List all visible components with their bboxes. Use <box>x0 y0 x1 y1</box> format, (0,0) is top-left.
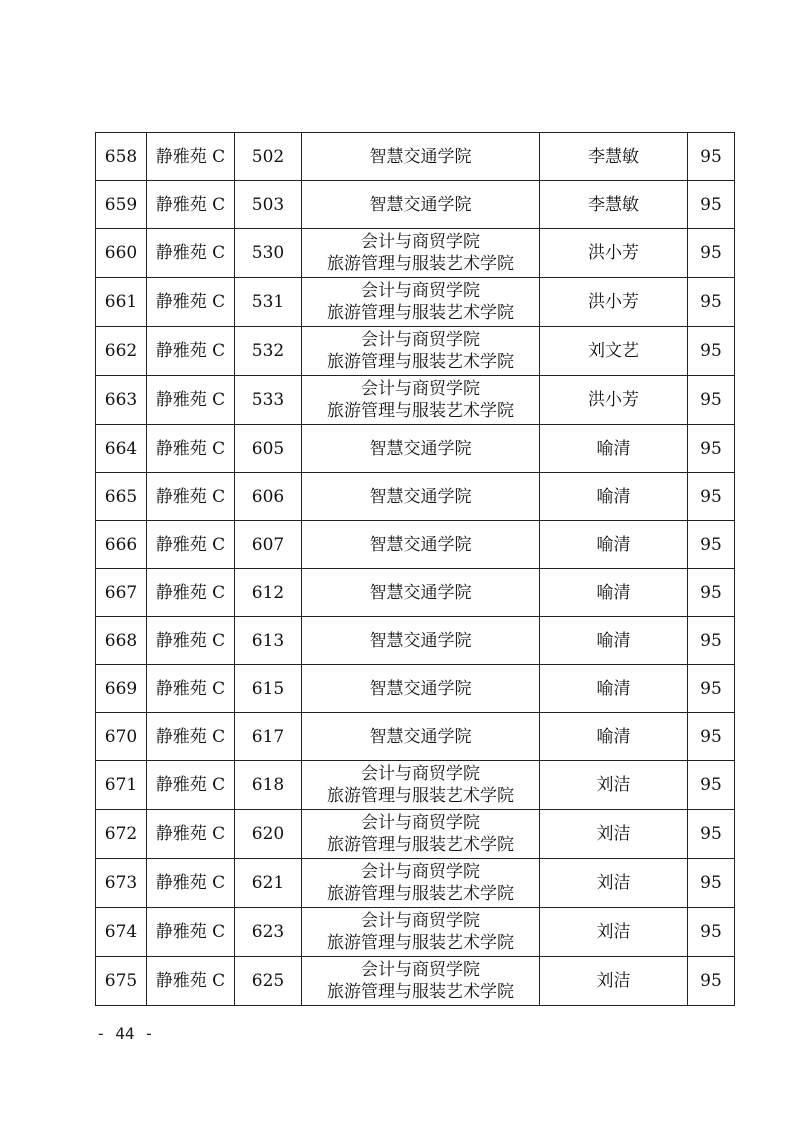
college-name: 智慧交通学院 <box>369 146 472 167</box>
teacher-cell: 刘洁 <box>540 761 688 810</box>
college-cell <box>302 327 540 376</box>
score-cell: 95 <box>688 617 735 665</box>
table-row <box>96 327 735 376</box>
table-row <box>96 569 735 617</box>
score-cell: 95 <box>688 713 735 761</box>
room-cell: 615 <box>235 665 302 713</box>
college-name: 会计与商贸学院 <box>361 960 480 980</box>
college-cell <box>302 133 540 181</box>
row-number-cell: 663 <box>96 376 147 425</box>
room-cell: 613 <box>235 617 302 665</box>
table-row <box>96 229 735 278</box>
score-cell: 95 <box>688 473 735 521</box>
college-name: 旅游管理与服装艺术学院 <box>327 835 514 855</box>
table-row <box>96 713 735 761</box>
college-name: 会计与商贸学院 <box>361 330 480 350</box>
score-cell: 95 <box>688 810 735 859</box>
college-cell <box>302 957 540 1006</box>
score-cell: 95 <box>688 859 735 908</box>
score-cell: 95 <box>688 908 735 957</box>
row-number-cell: 669 <box>96 665 147 713</box>
college-name: 会计与商贸学院 <box>361 813 480 833</box>
table-row <box>96 376 735 425</box>
college-cell <box>302 761 540 810</box>
teacher-cell: 刘洁 <box>540 957 688 1006</box>
college-name: 智慧交通学院 <box>369 194 472 215</box>
building-cell: 静雅苑 C <box>147 327 235 376</box>
table-body <box>96 133 735 1006</box>
teacher-cell: 喻清 <box>540 569 688 617</box>
score-cell: 95 <box>688 425 735 473</box>
row-number-cell: 670 <box>96 713 147 761</box>
table-row <box>96 521 735 569</box>
college-name: 会计与商贸学院 <box>361 379 480 399</box>
page-number: - 44 - <box>96 1024 154 1043</box>
college-name: 智慧交通学院 <box>369 534 472 555</box>
college-cell <box>302 376 540 425</box>
table-row <box>96 665 735 713</box>
teacher-cell: 刘洁 <box>540 810 688 859</box>
building-cell: 静雅苑 C <box>147 810 235 859</box>
row-number-cell: 666 <box>96 521 147 569</box>
score-cell: 95 <box>688 327 735 376</box>
score-cell: 95 <box>688 569 735 617</box>
row-number-cell: 672 <box>96 810 147 859</box>
building-cell: 静雅苑 C <box>147 957 235 1006</box>
college-cell <box>302 859 540 908</box>
row-number-cell: 674 <box>96 908 147 957</box>
score-cell: 95 <box>688 665 735 713</box>
table-row <box>96 278 735 327</box>
building-cell: 静雅苑 C <box>147 521 235 569</box>
building-cell: 静雅苑 C <box>147 181 235 229</box>
score-cell: 95 <box>688 181 735 229</box>
row-number-cell: 658 <box>96 133 147 181</box>
room-cell: 623 <box>235 908 302 957</box>
college-name: 会计与商贸学院 <box>361 281 480 301</box>
score-cell: 95 <box>688 133 735 181</box>
college-cell <box>302 278 540 327</box>
room-cell: 618 <box>235 761 302 810</box>
college-name: 会计与商贸学院 <box>361 764 480 784</box>
score-cell: 95 <box>688 521 735 569</box>
college-cell <box>302 810 540 859</box>
row-number-cell: 662 <box>96 327 147 376</box>
row-number-cell: 660 <box>96 229 147 278</box>
row-number-cell: 661 <box>96 278 147 327</box>
teacher-cell: 刘洁 <box>540 859 688 908</box>
row-number-cell: 675 <box>96 957 147 1006</box>
building-cell: 静雅苑 C <box>147 133 235 181</box>
building-cell: 静雅苑 C <box>147 425 235 473</box>
room-cell: 533 <box>235 376 302 425</box>
table-row <box>96 810 735 859</box>
room-cell: 606 <box>235 473 302 521</box>
teacher-cell: 喻清 <box>540 425 688 473</box>
row-number-cell: 664 <box>96 425 147 473</box>
college-name: 智慧交通学院 <box>369 678 472 699</box>
table-row <box>96 957 735 1006</box>
score-cell: 95 <box>688 761 735 810</box>
table-row <box>96 859 735 908</box>
college-name: 旅游管理与服装艺术学院 <box>327 786 514 806</box>
score-cell: 95 <box>688 229 735 278</box>
college-cell <box>302 181 540 229</box>
room-cell: 531 <box>235 278 302 327</box>
row-number-cell: 665 <box>96 473 147 521</box>
building-cell: 静雅苑 C <box>147 278 235 327</box>
teacher-cell: 喻清 <box>540 617 688 665</box>
teacher-cell: 刘洁 <box>540 908 688 957</box>
table-row <box>96 473 735 521</box>
building-cell: 静雅苑 C <box>147 761 235 810</box>
building-cell: 静雅苑 C <box>147 908 235 957</box>
teacher-cell: 洪小芳 <box>540 229 688 278</box>
table-row <box>96 908 735 957</box>
building-cell: 静雅苑 C <box>147 569 235 617</box>
room-cell: 532 <box>235 327 302 376</box>
college-cell <box>302 617 540 665</box>
college-name: 会计与商贸学院 <box>361 232 480 252</box>
teacher-cell: 李慧敏 <box>540 133 688 181</box>
score-cell: 95 <box>688 278 735 327</box>
row-number-cell: 673 <box>96 859 147 908</box>
building-cell: 静雅苑 C <box>147 617 235 665</box>
college-cell <box>302 665 540 713</box>
building-cell: 静雅苑 C <box>147 229 235 278</box>
table-row <box>96 761 735 810</box>
room-cell: 605 <box>235 425 302 473</box>
teacher-cell: 喻清 <box>540 473 688 521</box>
room-cell: 620 <box>235 810 302 859</box>
table-row <box>96 425 735 473</box>
table-row <box>96 617 735 665</box>
score-cell: 95 <box>688 376 735 425</box>
college-name: 旅游管理与服装艺术学院 <box>327 884 514 904</box>
teacher-cell: 喻清 <box>540 713 688 761</box>
college-cell <box>302 521 540 569</box>
teacher-cell: 洪小芳 <box>540 278 688 327</box>
college-cell <box>302 713 540 761</box>
table-row <box>96 133 735 181</box>
building-cell: 静雅苑 C <box>147 713 235 761</box>
college-name: 旅游管理与服装艺术学院 <box>327 933 514 953</box>
building-cell: 静雅苑 C <box>147 665 235 713</box>
building-cell: 静雅苑 C <box>147 859 235 908</box>
college-name: 智慧交通学院 <box>369 582 472 603</box>
room-cell: 530 <box>235 229 302 278</box>
teacher-cell: 洪小芳 <box>540 376 688 425</box>
teacher-cell: 喻清 <box>540 521 688 569</box>
college-name: 会计与商贸学院 <box>361 911 480 931</box>
room-cell: 612 <box>235 569 302 617</box>
college-name: 旅游管理与服装艺术学院 <box>327 254 514 274</box>
dormitory-inspection-table <box>95 132 735 1006</box>
room-cell: 625 <box>235 957 302 1006</box>
college-name: 会计与商贸学院 <box>361 862 480 882</box>
college-name: 智慧交通学院 <box>369 438 472 459</box>
room-cell: 617 <box>235 713 302 761</box>
college-name: 智慧交通学院 <box>369 726 472 747</box>
teacher-cell: 喻清 <box>540 665 688 713</box>
teacher-cell: 李慧敏 <box>540 181 688 229</box>
college-cell <box>302 473 540 521</box>
row-number-cell: 659 <box>96 181 147 229</box>
college-name: 旅游管理与服装艺术学院 <box>327 352 514 372</box>
score-cell: 95 <box>688 957 735 1006</box>
college-name: 智慧交通学院 <box>369 486 472 507</box>
teacher-cell: 刘文艺 <box>540 327 688 376</box>
college-cell <box>302 229 540 278</box>
college-name: 智慧交通学院 <box>369 630 472 651</box>
room-cell: 607 <box>235 521 302 569</box>
building-cell: 静雅苑 C <box>147 376 235 425</box>
college-name: 旅游管理与服装艺术学院 <box>327 401 514 421</box>
table-row <box>96 181 735 229</box>
college-name: 旅游管理与服装艺术学院 <box>327 982 514 1002</box>
college-cell <box>302 569 540 617</box>
room-cell: 503 <box>235 181 302 229</box>
row-number-cell: 667 <box>96 569 147 617</box>
college-name: 旅游管理与服装艺术学院 <box>327 303 514 323</box>
row-number-cell: 668 <box>96 617 147 665</box>
room-cell: 502 <box>235 133 302 181</box>
building-cell: 静雅苑 C <box>147 473 235 521</box>
room-cell: 621 <box>235 859 302 908</box>
college-cell <box>302 908 540 957</box>
row-number-cell: 671 <box>96 761 147 810</box>
college-cell <box>302 425 540 473</box>
